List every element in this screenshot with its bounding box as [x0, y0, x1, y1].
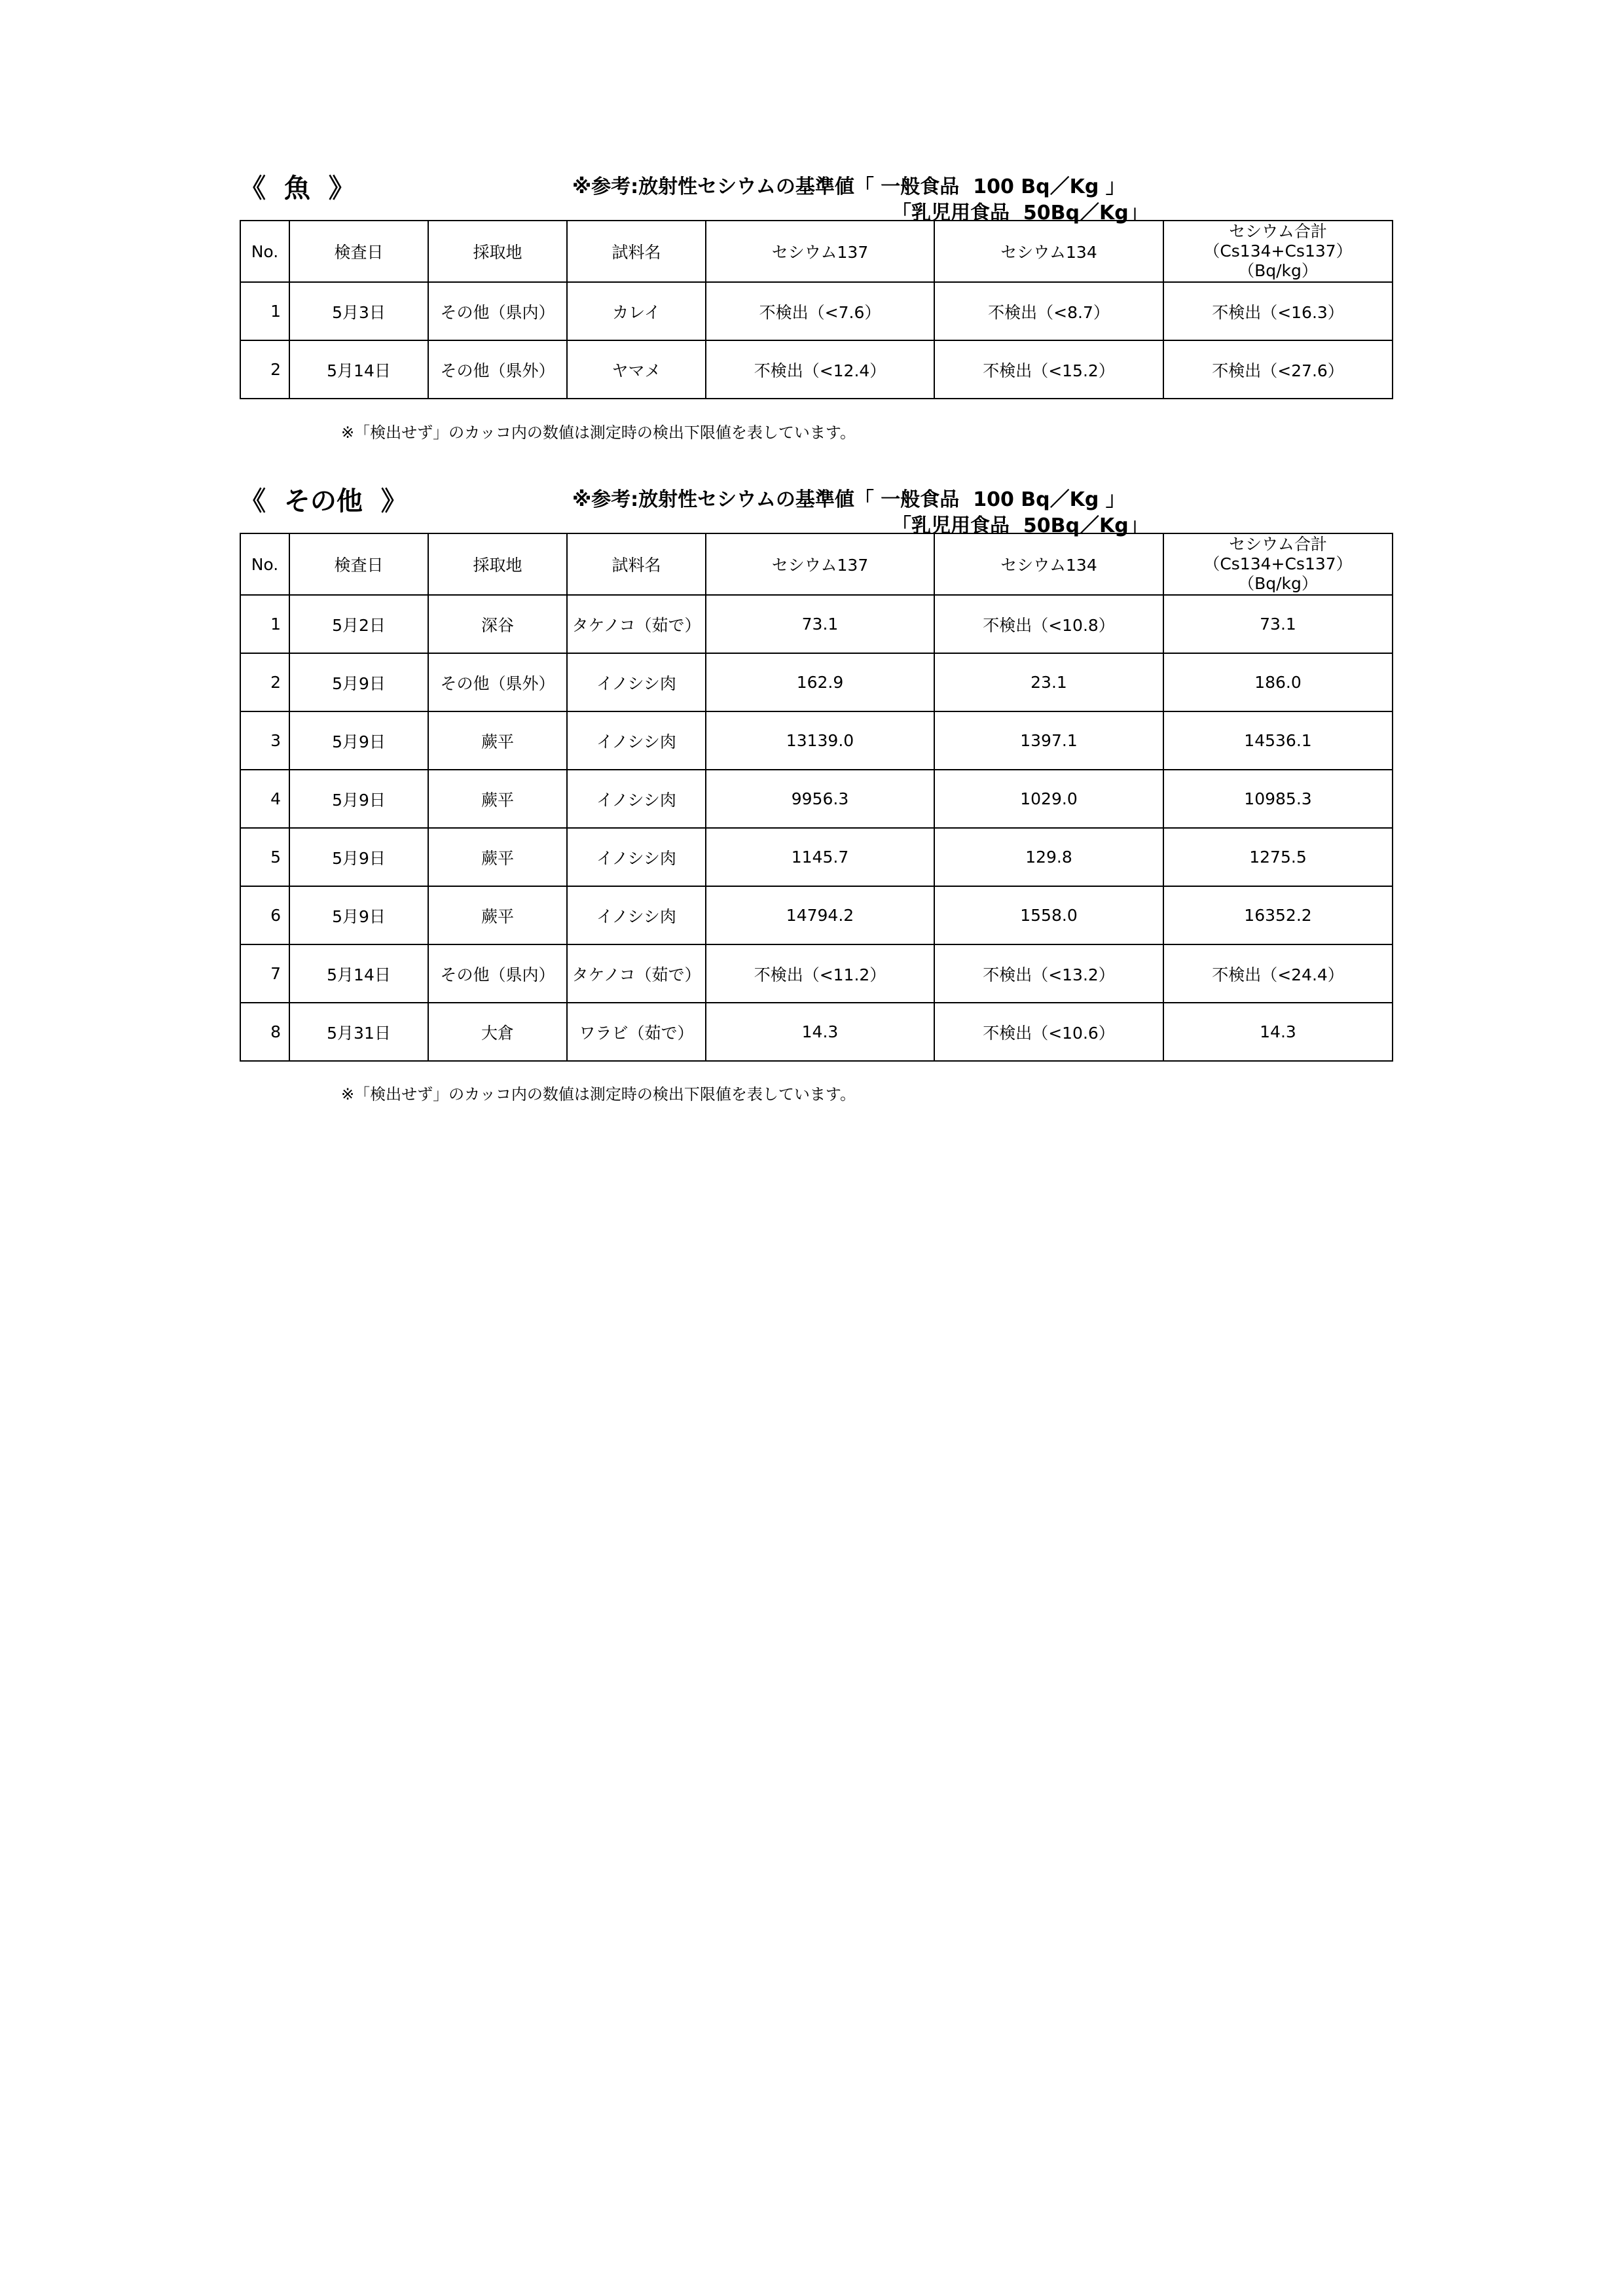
cell-total: 186.0 [1163, 653, 1393, 711]
cell-sample: カレイ [567, 282, 706, 340]
cell-cs134: 不検出（<10.8） [934, 595, 1163, 653]
header-total [1163, 533, 1393, 595]
cell-no: 5 [240, 828, 289, 886]
table-row [240, 282, 1393, 340]
header-no: No. [240, 221, 289, 282]
reference-standard-infant: 「乳児用食品 50Bq／Kg」 [892, 514, 1148, 537]
cell-cs134: 不検出（<13.2） [934, 944, 1163, 1003]
table-row [240, 340, 1393, 399]
cell-cs134: 不検出（<10.6） [934, 1003, 1163, 1061]
table-row [240, 1003, 1393, 1061]
section-fish [240, 168, 1392, 456]
cell-total: 16352.2 [1163, 886, 1393, 944]
cell-date: 5月2日 [289, 595, 428, 653]
cell-no: 1 [240, 595, 289, 653]
cell-sample: イノシシ肉 [567, 653, 706, 711]
cell-date: 5月14日 [289, 944, 428, 1003]
reference-standard-infant: 「乳児用食品 50Bq／Kg」 [892, 202, 1148, 224]
cell-no: 4 [240, 770, 289, 828]
cell-cs134: 1029.0 [934, 770, 1163, 828]
header-sample: 試料名 [567, 221, 706, 282]
cell-date: 5月9日 [289, 653, 428, 711]
section-title: 《 その他 》 [240, 486, 407, 516]
cell-cs137: 13139.0 [706, 711, 934, 770]
cell-no: 2 [240, 653, 289, 711]
cell-sample: ヤマメ [567, 340, 706, 399]
cell-no: 6 [240, 886, 289, 944]
header-cs137: セシウム137 [706, 533, 934, 595]
cell-no: 7 [240, 944, 289, 1003]
cell-sample: イノシシ肉 [567, 711, 706, 770]
header-total-line1: セシウム合計 [1229, 222, 1327, 241]
table-row [240, 711, 1393, 770]
cell-date: 5月9日 [289, 711, 428, 770]
table-header-row [240, 221, 1393, 282]
header-total-line1: セシウム合計 [1229, 535, 1327, 554]
header-total-line2: （Cs134+Cs137） [1203, 242, 1353, 260]
table-row [240, 886, 1393, 944]
header-no: No. [240, 533, 289, 595]
cell-no: 8 [240, 1003, 289, 1061]
cell-cs137: 14794.2 [706, 886, 934, 944]
cell-sample: イノシシ肉 [567, 770, 706, 828]
cell-total: 73.1 [1163, 595, 1393, 653]
cell-place: 蕨平 [428, 886, 567, 944]
cell-total: 不検出（<24.4） [1163, 944, 1393, 1003]
header-total-line3: （Bq/kg） [1238, 574, 1318, 593]
header-place: 採取地 [428, 533, 567, 595]
cell-place: 蕨平 [428, 770, 567, 828]
table-row [240, 770, 1393, 828]
cell-cs134: 1558.0 [934, 886, 1163, 944]
header-cs137: セシウム137 [706, 221, 934, 282]
cell-place: 大倉 [428, 1003, 567, 1061]
reference-standard-general: ※参考:放射性セシウムの基準値「 一般食品 100 Bq／Kg 」 [572, 175, 1125, 198]
cell-cs137: 9956.3 [706, 770, 934, 828]
cell-cs137: 1145.7 [706, 828, 934, 886]
cell-sample: イノシシ肉 [567, 886, 706, 944]
header-place: 採取地 [428, 221, 567, 282]
header-total-line3: （Bq/kg） [1238, 261, 1318, 280]
cell-sample: ワラビ（茹で） [567, 1003, 706, 1061]
cell-total: 14.3 [1163, 1003, 1393, 1061]
detection-limit-note: ※「検出せず」のカッコ内の数値は測定時の検出下限値を表しています。 [341, 1085, 856, 1103]
cell-date: 5月9日 [289, 770, 428, 828]
cell-date: 5月9日 [289, 828, 428, 886]
header-date: 検査日 [289, 221, 428, 282]
cell-cs137: 不検出（<12.4） [706, 340, 934, 399]
cell-total: 不検出（<27.6） [1163, 340, 1393, 399]
results-table-fish [240, 220, 1393, 399]
table-row [240, 944, 1393, 1003]
cell-place: その他（県内） [428, 944, 567, 1003]
cell-no: 3 [240, 711, 289, 770]
cell-date: 5月31日 [289, 1003, 428, 1061]
cell-cs134: 23.1 [934, 653, 1163, 711]
cell-total: 1275.5 [1163, 828, 1393, 886]
cell-total: 不検出（<16.3） [1163, 282, 1393, 340]
section-other [240, 480, 1392, 1122]
header-cs134: セシウム134 [934, 221, 1163, 282]
cell-cs137: 162.9 [706, 653, 934, 711]
cell-no: 2 [240, 340, 289, 399]
cell-cs134: 不検出（<15.2） [934, 340, 1163, 399]
cell-date: 5月3日 [289, 282, 428, 340]
section-title: 《 魚 》 [240, 173, 355, 204]
cell-cs137: 14.3 [706, 1003, 934, 1061]
table-row [240, 653, 1393, 711]
cell-cs137: 73.1 [706, 595, 934, 653]
cell-place: 蕨平 [428, 711, 567, 770]
cell-cs134: 129.8 [934, 828, 1163, 886]
cell-sample: タケノコ（茹で） [567, 595, 706, 653]
reference-standard-general: ※参考:放射性セシウムの基準値「 一般食品 100 Bq／Kg 」 [572, 488, 1125, 511]
cell-total: 14536.1 [1163, 711, 1393, 770]
cell-cs134: 不検出（<8.7） [934, 282, 1163, 340]
cell-cs134: 1397.1 [934, 711, 1163, 770]
cell-cs137: 不検出（<11.2） [706, 944, 934, 1003]
cell-total: 10985.3 [1163, 770, 1393, 828]
cell-cs137: 不検出（<7.6） [706, 282, 934, 340]
cell-place: 深谷 [428, 595, 567, 653]
table-row [240, 595, 1393, 653]
header-date: 検査日 [289, 533, 428, 595]
detection-limit-note: ※「検出せず」のカッコ内の数値は測定時の検出下限値を表しています。 [341, 423, 856, 442]
header-sample: 試料名 [567, 533, 706, 595]
cell-sample: タケノコ（茹で） [567, 944, 706, 1003]
header-cs134: セシウム134 [934, 533, 1163, 595]
cell-sample: イノシシ肉 [567, 828, 706, 886]
cell-place: その他（県外） [428, 653, 567, 711]
results-table-other [240, 533, 1393, 1062]
cell-place: その他（県外） [428, 340, 567, 399]
cell-date: 5月14日 [289, 340, 428, 399]
header-total-line2: （Cs134+Cs137） [1203, 554, 1353, 573]
table-header-row [240, 533, 1393, 595]
table-row [240, 828, 1393, 886]
header-total [1163, 221, 1393, 282]
cell-no: 1 [240, 282, 289, 340]
cell-place: その他（県内） [428, 282, 567, 340]
cell-place: 蕨平 [428, 828, 567, 886]
cell-date: 5月9日 [289, 886, 428, 944]
